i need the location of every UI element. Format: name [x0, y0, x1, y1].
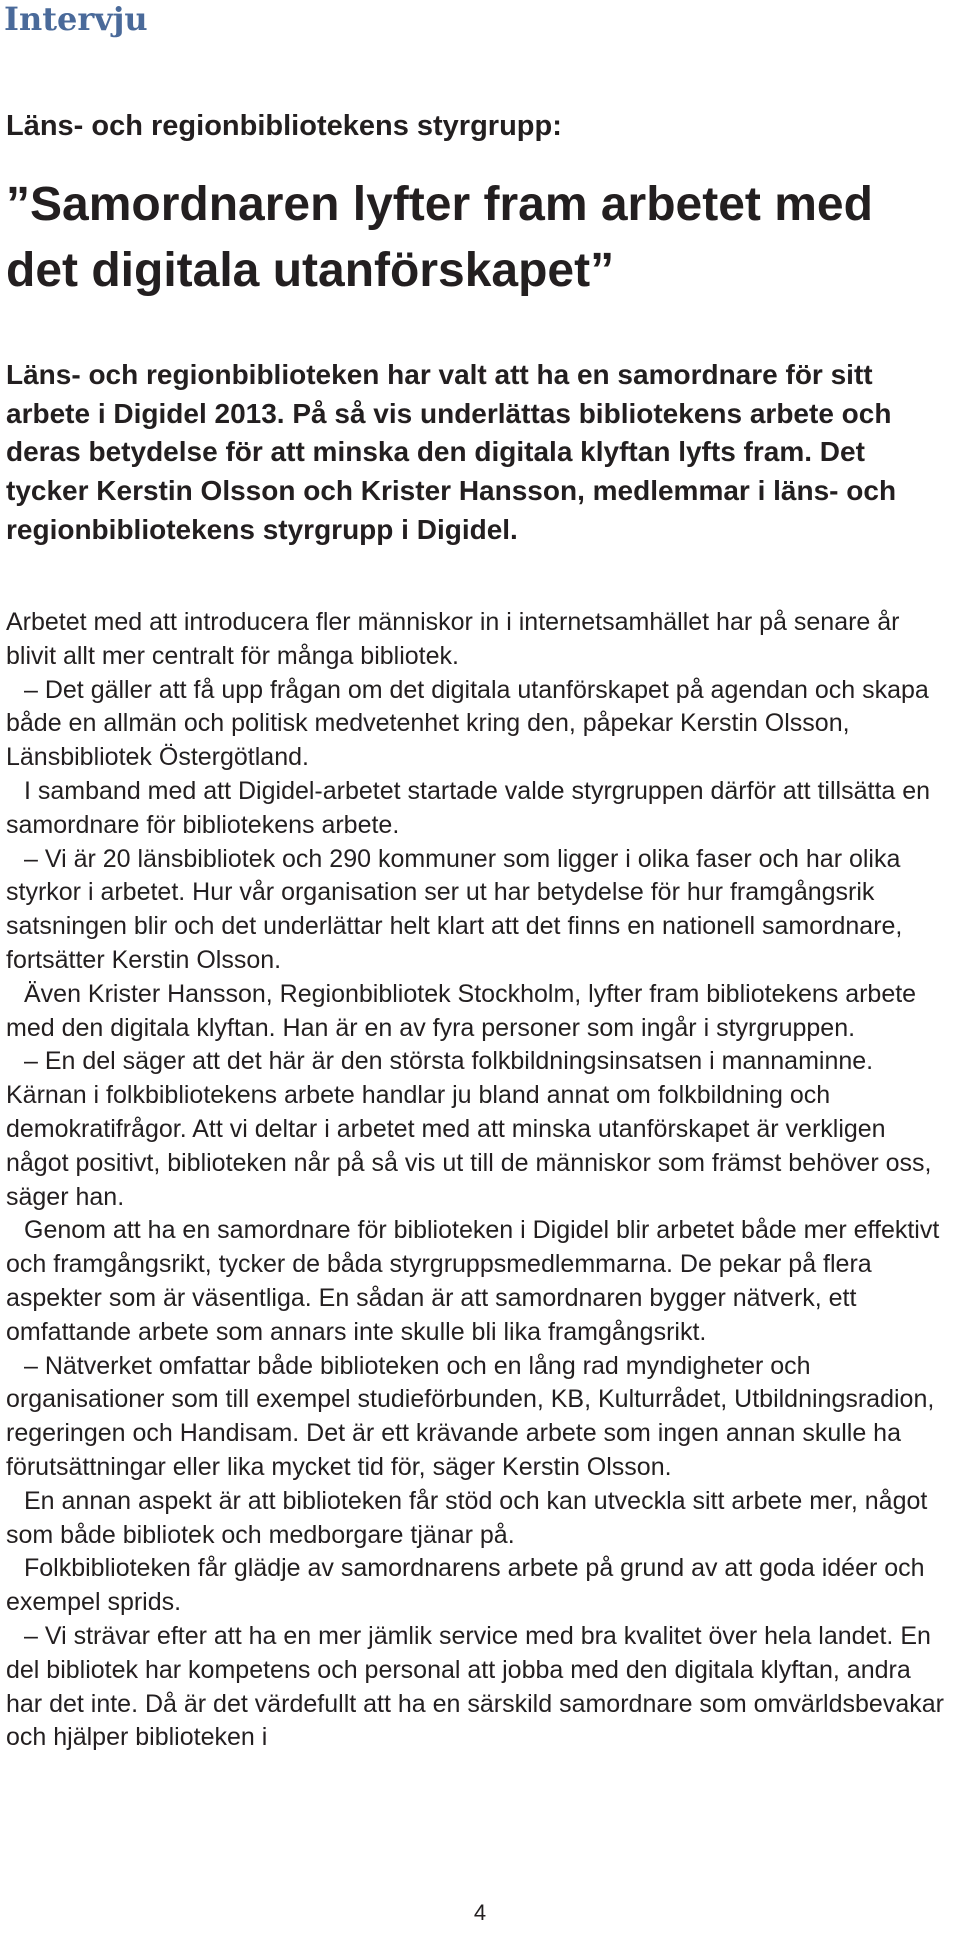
paragraph: Även Krister Hansson, Regionbibliotek Stockholm, lyfter fram bibliotekens arbete med den digitala klyftan. Han är en av fyra personer som ingår i styrgruppen. [6, 979, 917, 1042]
kicker: Läns- och regionbibliotekens styrgrupp: [6, 110, 562, 142]
paragraph: En annan aspekt är att biblioteken får stöd och kan utveckla sitt arbete mer, något som både bibliotek och medborgare tjänar på. [6, 1486, 928, 1549]
lead-paragraph: Läns- och regionbiblioteken har valt att ha en samordnare för sitt arbete i Digidel 2013. På så vis underlättas bibliotekens arbete och deras betydelse för att minska den digitala klyftan lyfts fram. Det tycker Kerstin Olsson och Krister Hansson, medlemmar i läns- och regionbibliotekens styrgrupp i Digidel. [6, 359, 897, 545]
paragraph: Genom att ha en samordnare för biblioteken i Digidel blir arbetet både mer effektivt och framgångsrikt, tycker de båda styrgruppsmedlemmarna. De pekar på flera aspekter som är väsentliga. En sådan är att samordnaren bygger nätverk, ett omfattande arbete som annars inte skulle bli lika framgångsrikt. [6, 1216, 940, 1346]
paragraph: – Vi är 20 länsbibliotek och 290 kommuner som ligger i olika faser och har olika styrkor i arbetet. Hur vår organisation ser ut har betydelse för hur framgångsrik satsningen blir och det underlättar helt klart att det finns en nationell samordnare, fortsätter Kerstin Olsson. [6, 844, 903, 974]
headline: ”Samordnaren lyfter fram arbetet med det digitala utanförskapet” [6, 178, 873, 297]
paragraph: Folkbiblioteken får glädje av samordnarens arbete på grund av att goda idéer och exempel sprids. [6, 1554, 925, 1617]
paragraph: Arbetet med att introducera fler människor in i internetsamhället har på senare år blivit allt mer centralt för många bibliotek. [6, 608, 900, 670]
section-label: Intervju [4, 0, 148, 38]
paragraph: – Nätverket omfattar både biblioteken och en lång rad myndigheter och organisationer som till exempel studieförbunden, KB, Kulturrådet, Utbildningsradion, regeringen och Handisam. Det är ett krävande arbete som ingen annan skulle ha förutsättningar eller lika mycket tid för, säger Kerstin Olsson. [6, 1351, 935, 1481]
article-body [6, 606, 950, 1755]
page-number: 4 [473, 1900, 487, 1925]
paragraph: – Det gäller att få upp frågan om det digitala utanförskapet på agendan och skapa både en allmän och politisk medvetenhet kring den, påpekar Kerstin Olsson, Länsbibliotek Östergötland. [6, 675, 929, 772]
paragraph: – Vi strävar efter att ha en mer jämlik service med bra kvalitet över hela landet. En del bibliotek har kompetens och personal att jobba med den digitala klyftan, andra har det inte. Då är det värdefullt att ha en särskild samordnare som omvärldsbevakar och hjälper biblioteken i [6, 1621, 944, 1752]
paragraph: – En del säger att det här är den största folkbildningsinsatsen i mannaminne. Kärnan i folkbibliotekens arbete handlar ju bland annat om folkbildning och demokratifrågor. Att vi deltar i arbetet med att minska utanförskapet är verkligen något positivt, biblioteken når på så vis ut till de människor som främst behöver oss, säger han. [6, 1047, 932, 1211]
paragraph: I samband med att Digidel-arbetet startade valde styrgruppen därför att tillsätta en samordnare för bibliotekens arbete. [6, 776, 931, 839]
